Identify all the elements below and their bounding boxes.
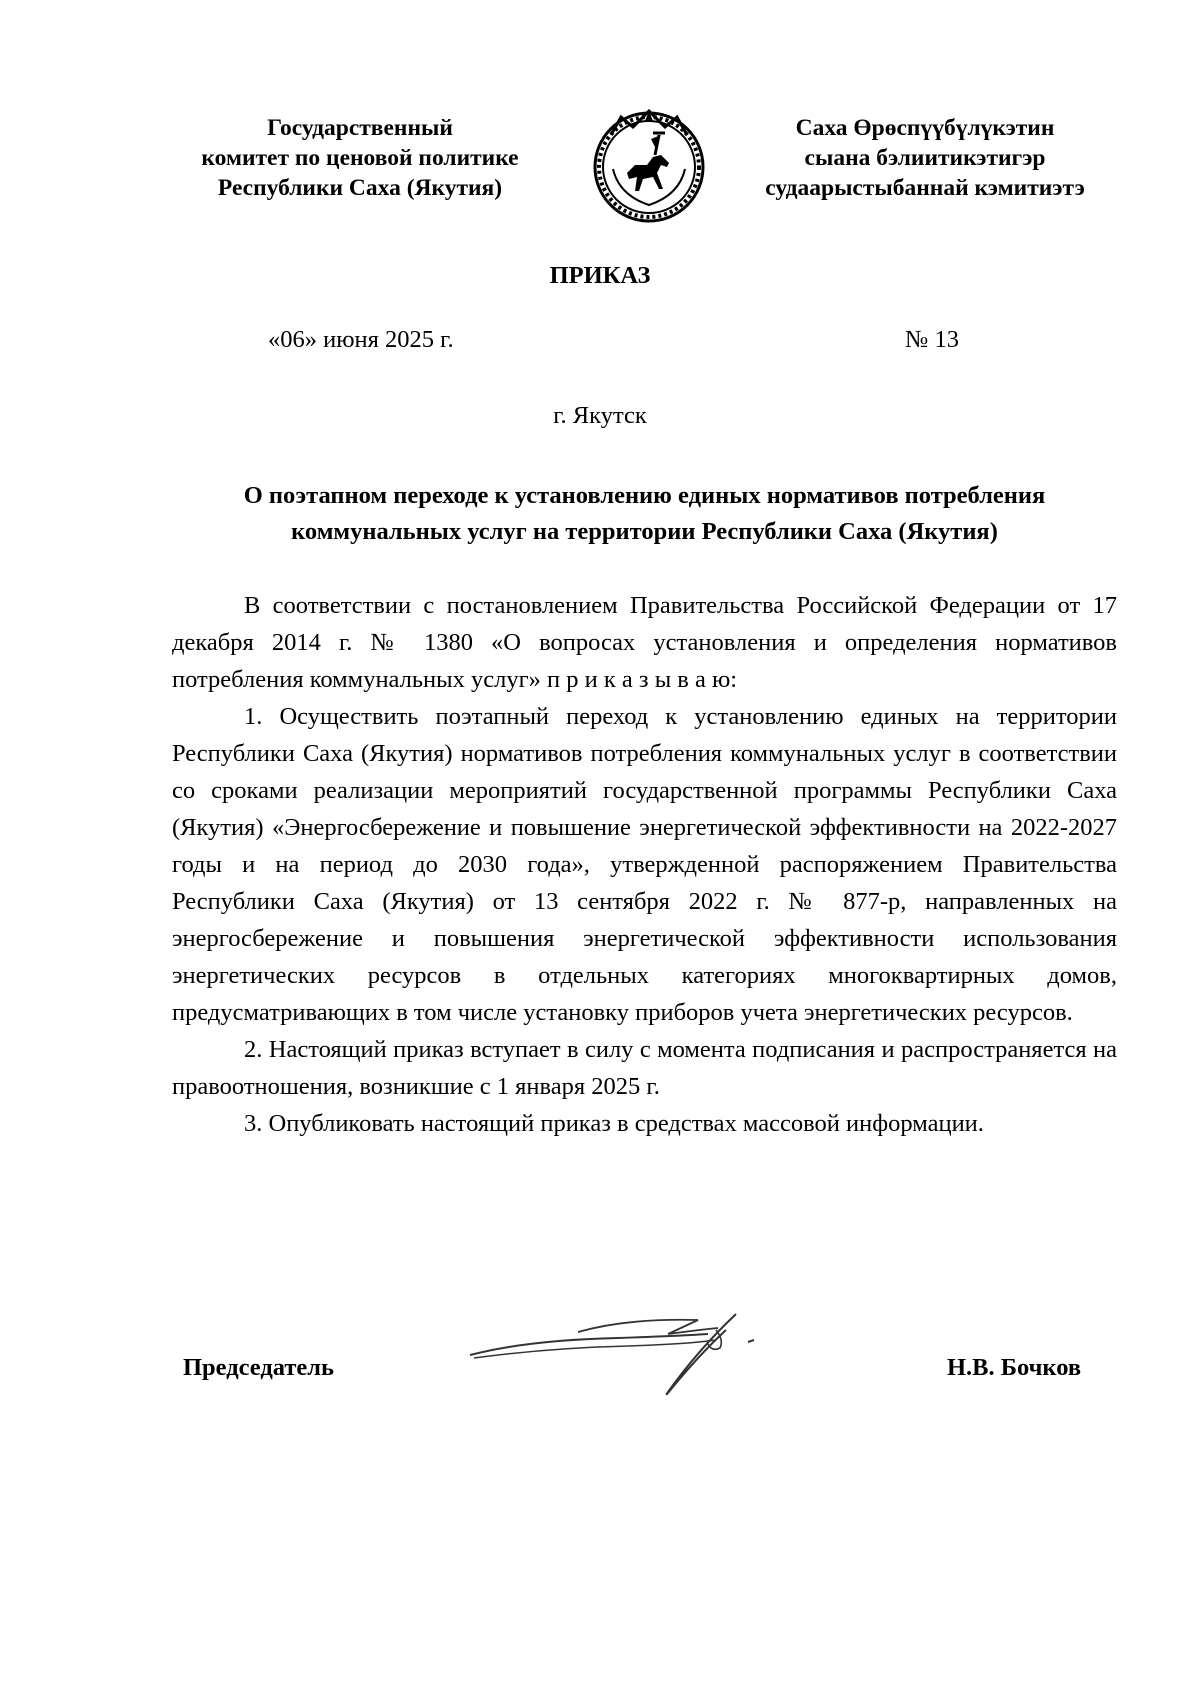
header-right-org <box>725 113 1125 203</box>
item-paragraph: 2. Настоящий приказ вступает в силу с момента подписания и распространяется на правоотношения, возникшие с 1 января 2025 г. <box>172 1036 1117 1100</box>
subject-line: О поэтапном переходе к установлению единых нормативов потребления <box>243 482 1046 509</box>
signatory-name: Н.В. Бочков <box>947 1354 1082 1381</box>
handwritten-signature <box>468 1310 778 1400</box>
header-left-line: комитет по ценовой политике <box>201 145 519 171</box>
preamble-paragraph <box>172 587 1117 698</box>
item-paragraph: 3. Опубликовать настоящий приказ в средствах массовой информации. <box>244 1110 984 1137</box>
subject-line: коммунальных услуг на территории Республики Саха (Якутия) <box>291 518 998 545</box>
document-title: ПРИКАЗ <box>549 262 651 289</box>
order-city: г. Якутск <box>553 402 647 429</box>
header-right-line: сыана бэлиитикэтигэр <box>804 145 1046 171</box>
header-left-org <box>160 113 560 203</box>
emblem-icon <box>589 105 709 225</box>
item-paragraph: 1. Осуществить поэтапный переход к установлению единых на территории Республики Саха (Якутия) нормативов потребления коммунальных услуг в соответствии со сроками реализации мероприятий государственной программы Республики Саха (Якутия) «Энергосбережение и повышение энергетической эффективности на 2022-2027 годы и на период до 2030 года», утвержденной распоряжением Правительства Республики Саха (Якутия) от 13 сентября 2022 г. № 877-р, направленных на энергосбережение и повышения энергетической эффективности использования энергетических ресурсов в отдельных категориях многоквартирных домов, предусматривающих в том числе установку приборов учета энергетических ресурсов. <box>172 703 1117 1026</box>
directive-text: п р и к а з ы в а ю: <box>547 666 738 693</box>
order-date: «06» июня 2025 г. <box>268 326 454 353</box>
signatory-role: Председатель <box>183 1354 334 1381</box>
order-body <box>172 587 1117 1142</box>
header-right-line: Саха Өрөспүүбүлүкэтин <box>795 115 1055 141</box>
order-number: № 13 <box>905 326 960 353</box>
header-right-line: судаарыстыбаннай кэмитиэтэ <box>765 175 1085 201</box>
header-left-line: Государственный <box>267 115 453 141</box>
preamble-text: В соответствии с постановлением Правительства Российской Федерации от 17 декабря 2014 г. № 1380 «О вопросах установления и определения нормативов потребления коммунальных услуг» <box>172 592 1117 693</box>
order-subject <box>172 478 1117 550</box>
header-left-line: Республики Саха (Якутия) <box>217 175 503 201</box>
